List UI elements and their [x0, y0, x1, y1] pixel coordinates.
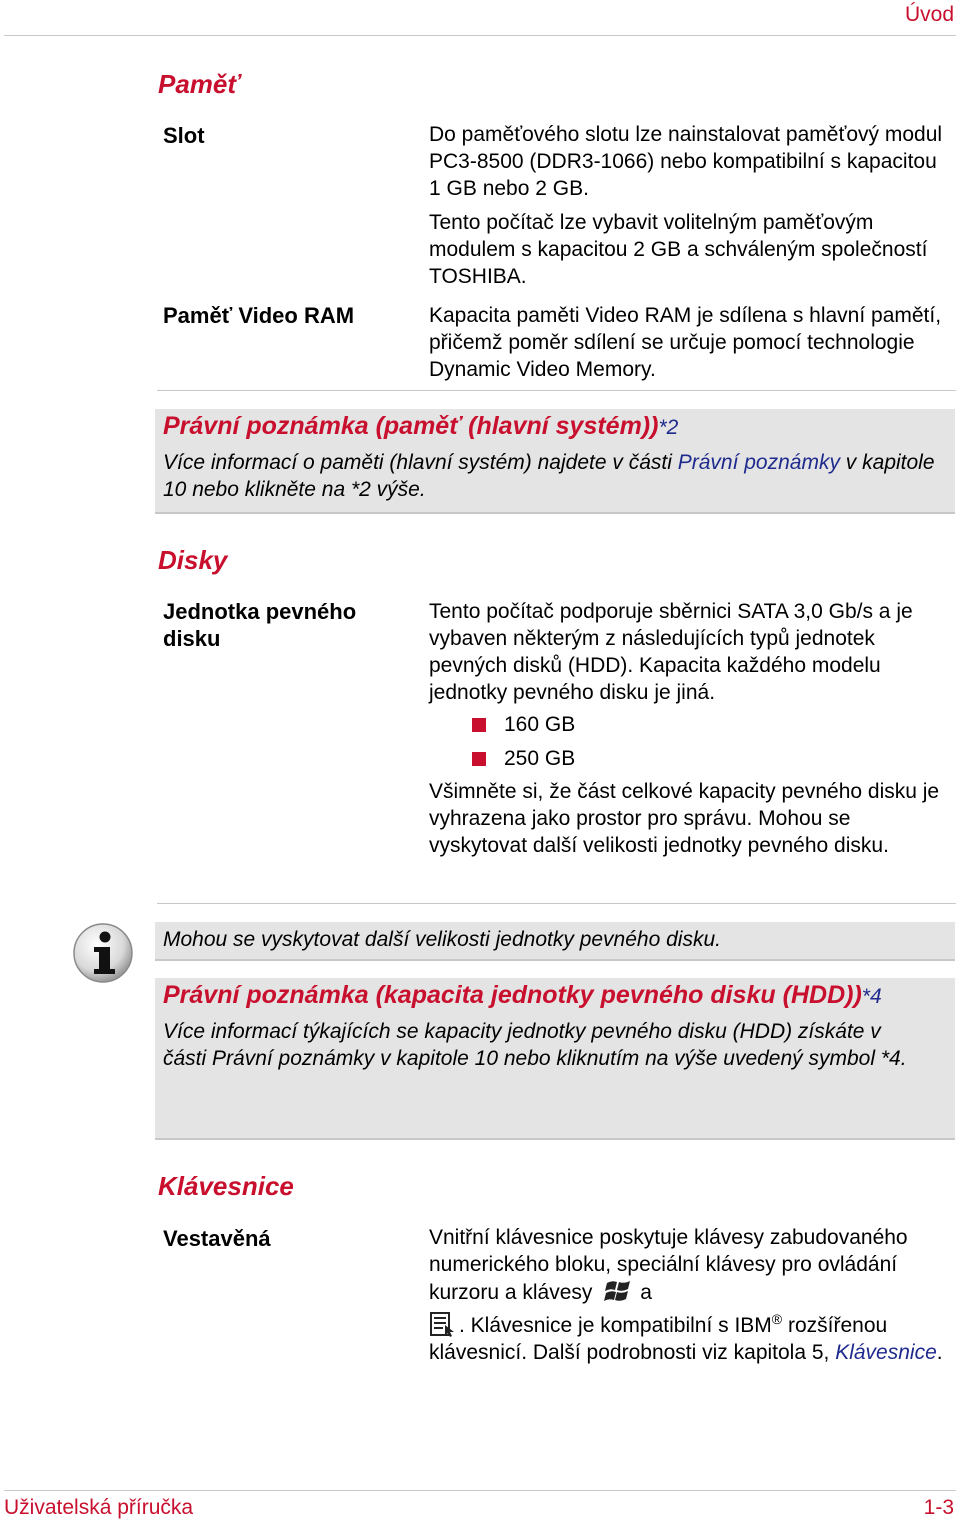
section-title-keyboard: Klávesnice [158, 1171, 294, 1201]
page-number: 1-3 [923, 1496, 954, 1519]
footer-title: Uživatelská příručka [4, 1496, 194, 1519]
vram-description: Kapacita paměti Video RAM je sdílena s hlavní pamětí, přičemž poměr sdílení se určuje pomocí technologie Dynamic Video Memory. [429, 304, 942, 381]
info-note-box [155, 922, 955, 961]
legal-ref-link[interactable]: *4 [861, 985, 882, 1008]
section-title-disks: Disky [158, 545, 228, 575]
legal-notes-link[interactable]: Právní poznámky [677, 451, 840, 474]
section-title-memory: Paměť [158, 69, 240, 99]
slot-text-2: Tento počítač lze vybavit volitelným paměťovým modulem s kapacitou 2 GB a schváleným společností TOSHIBA. [429, 211, 928, 288]
info-icon [72, 922, 134, 984]
legal-note-memory [155, 409, 955, 514]
list-item [429, 708, 949, 742]
slot-text-1: Do paměťového slotu lze nainstalovat paměťový modul PC3-8500 (DDR3-1066) nebo kompatibilní s kapacitou 1 GB nebo 2 GB. [429, 123, 943, 200]
legal-note-hdd [155, 978, 955, 1140]
legal-text-before: Více informací o paměti (hlavní systém) najdete v části [163, 451, 678, 474]
table-divider [157, 390, 956, 391]
legal-note-memory-title [163, 411, 947, 443]
option-250gb: 250 GB [504, 747, 576, 770]
keyboard-text-5: . [936, 1341, 943, 1364]
header-divider [4, 35, 956, 36]
keyboard-text-3: . Klávesnice je kompatibilní s IBM [459, 1314, 772, 1337]
chapter-header: Úvod [904, 3, 954, 26]
list-item [429, 742, 949, 776]
info-note-text: Mohou se vyskytovat další velikosti jednotky pevného disku. [163, 928, 721, 951]
bullet-icon [472, 752, 486, 766]
slot-label: Slot [163, 123, 205, 148]
keyboard-text-1: Vnitřní klávesnice poskytuje klávesy zabudovaného numerického bloku, speciální klávesy pro ovládání kurzoru a klávesy [429, 1226, 908, 1304]
legal-text-after: v kapitole 10 nebo klikněte na *2 výše. [163, 451, 935, 501]
keyboard-text-2: a [640, 1281, 652, 1304]
hdd-note: Všimněte si, že část celkové kapacity pevného disku je vyhrazena jako prostor pro správu. Mohou se vyskytovat další velikosti jednotky pevného disku. [429, 780, 940, 857]
legal-note-memory-text [163, 449, 947, 503]
windows-key-icon [604, 1278, 634, 1304]
keyboard-text-4: rozšířenou klávesnicí. Další podrobnosti viz kapitola 5, [429, 1314, 888, 1364]
legal-title-text: Právní poznámka (kapacita jednotky pevného disku (HDD)) [163, 981, 862, 1009]
hdd-text: Tento počítač podporuje sběrnici SATA 3,0 Gb/s a je vybaven některým z následujících typů jednotek pevných disků (HDD). Kapacita každého modelu jednotky pevného disku je jiná. [429, 600, 913, 704]
keyboard-description [429, 1224, 949, 1366]
legal-ref-link[interactable]: *2 [658, 416, 679, 439]
option-160gb: 160 GB [504, 713, 576, 736]
application-key-icon [429, 1311, 457, 1337]
hdd-label: Jednotka pevného disku [163, 599, 357, 651]
bullet-icon [472, 718, 486, 732]
legal-note-hdd-title [163, 980, 883, 1012]
legal-note-hdd-text: Více informací týkajících se kapacity jednotky pevného disku (HDD) získáte v části Právní poznámky v kapitole 10 nebo kliknutím na výše uvedený symbol *4. [163, 1020, 907, 1070]
keyboard-chapter-link[interactable]: Klávesnice [835, 1341, 937, 1364]
vram-label: Paměť Video RAM [163, 303, 355, 328]
slot-description [429, 121, 949, 290]
keyboard-label: Vestavěná [163, 1226, 271, 1251]
registered-mark: ® [771, 1311, 783, 1327]
legal-title-text: Právní poznámka (paměť (hlavní systém)) [163, 412, 659, 440]
hdd-description [429, 598, 949, 859]
table-divider [157, 903, 956, 904]
footer-divider [4, 1490, 956, 1491]
